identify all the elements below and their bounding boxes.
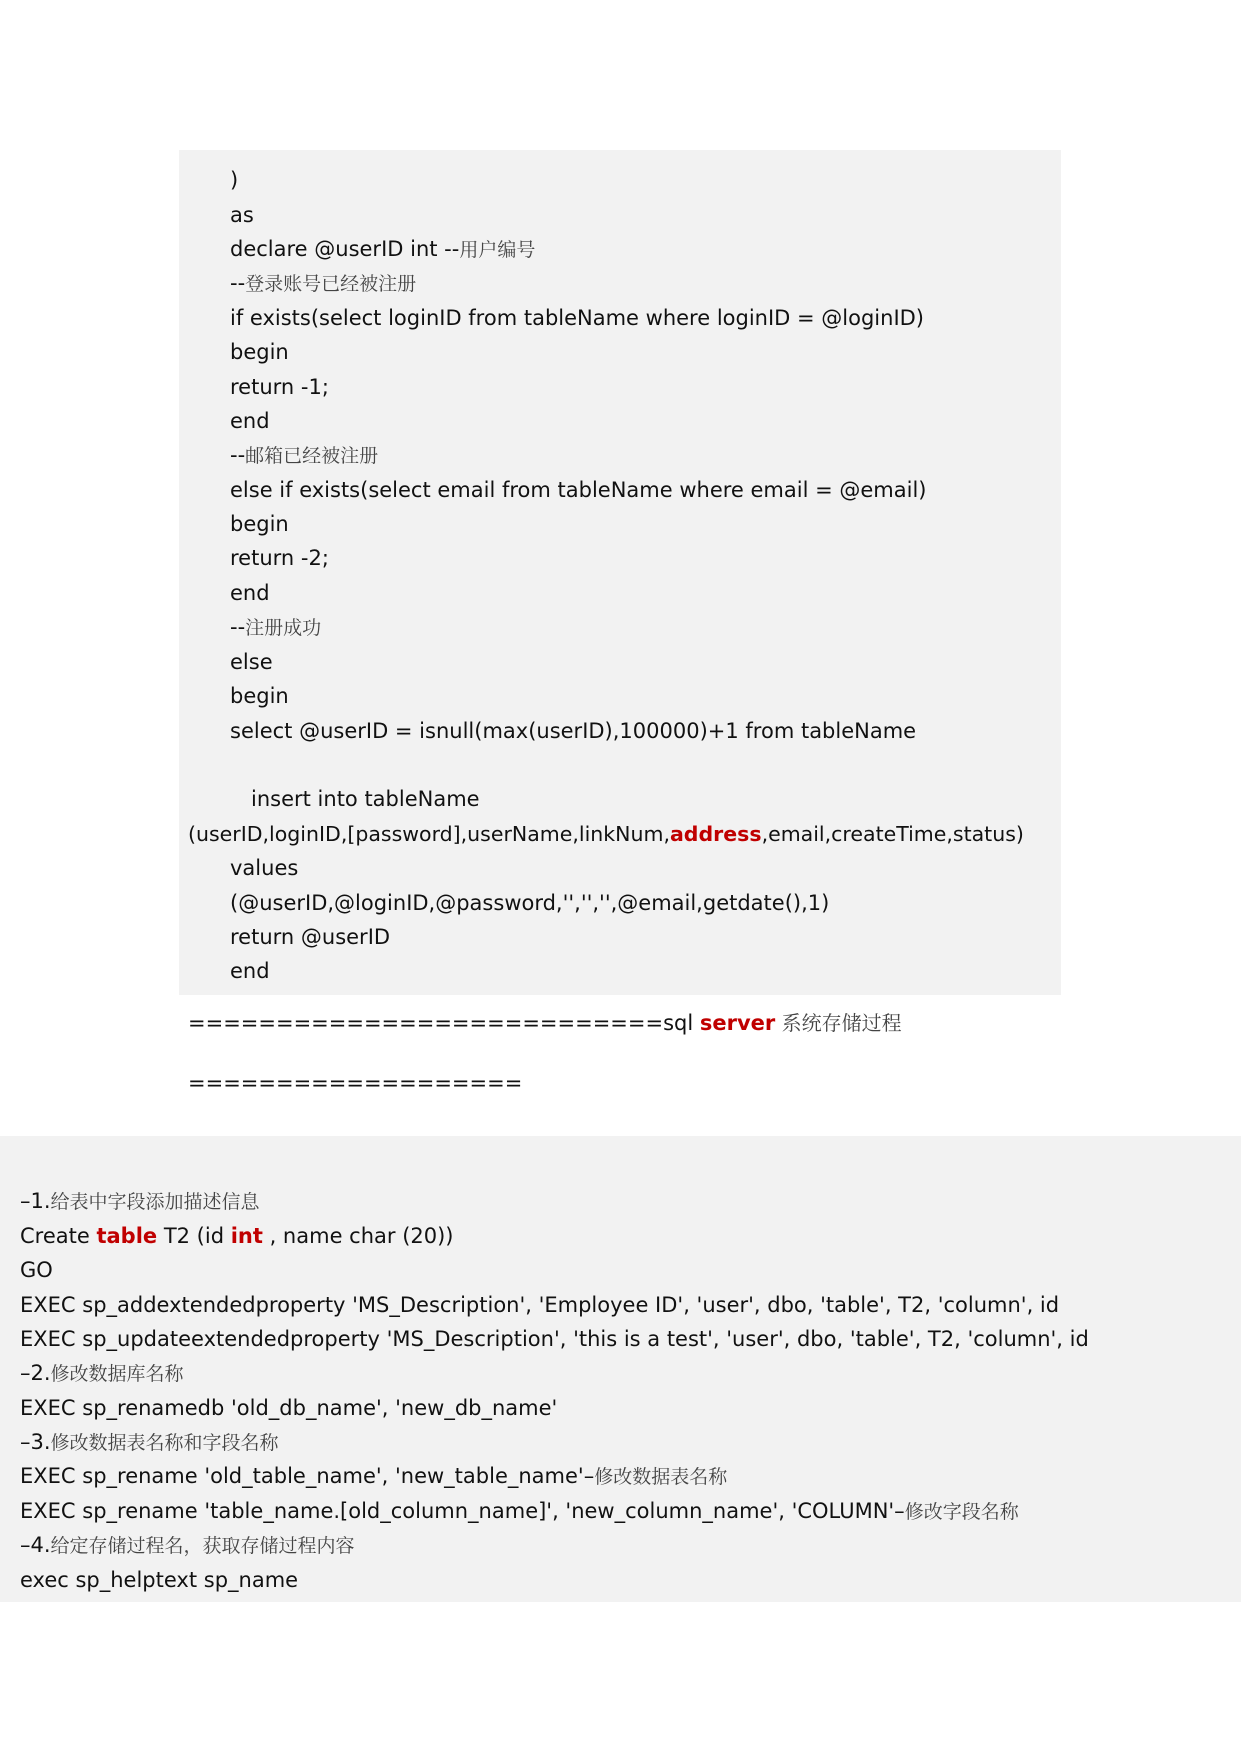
- code-line: [188, 819, 1024, 849]
- code-line: begin: [230, 340, 289, 364]
- code-line: [20, 1461, 727, 1492]
- keyword-highlight: table: [96, 1224, 158, 1248]
- code-text: declare @userID int --: [230, 237, 460, 261]
- code-comment: 注册成功: [245, 617, 322, 639]
- code-line: ): [230, 168, 239, 192]
- comment-line: [20, 1186, 260, 1217]
- code-text: T2 (id: [157, 1224, 231, 1248]
- code-line: [230, 268, 416, 299]
- comment-text: 给定存储过程名，获取存储过程内容: [50, 1535, 355, 1557]
- code-line: [230, 234, 535, 265]
- code-text: --: [230, 615, 246, 639]
- code-text: --: [230, 271, 246, 295]
- code-line: return @userID: [230, 925, 391, 949]
- section-heading: [188, 1008, 902, 1038]
- comment-text: 给表中字段添加描述信息: [50, 1191, 260, 1213]
- code-text: , name char (20)): [262, 1224, 454, 1248]
- code-line: return -2;: [230, 546, 329, 570]
- keyword-highlight: address: [669, 822, 762, 846]
- heading-text: 系统存储过程: [775, 1011, 902, 1035]
- comment-line: [20, 1427, 279, 1458]
- comment-line: [20, 1358, 184, 1389]
- comment-prefix: –3.: [20, 1430, 51, 1454]
- code-text: --: [230, 443, 246, 467]
- code-line: end: [230, 581, 270, 605]
- code-comment: 用户编号: [459, 239, 536, 261]
- code-line: else: [230, 650, 273, 674]
- code-line: insert into tableName: [251, 787, 480, 811]
- code-line: if exists(select loginID from tableName where loginID = @loginID): [230, 306, 925, 330]
- code-line: GO: [20, 1258, 53, 1282]
- code-line: begin: [230, 684, 289, 708]
- code-line: [230, 440, 378, 471]
- separator-line: ===================: [188, 1071, 523, 1095]
- code-line: EXEC sp_renamedb 'old_db_name', 'new_db_name': [20, 1396, 558, 1420]
- code-line: [230, 612, 321, 643]
- comment-text: 修改数据库名称: [50, 1363, 184, 1385]
- code-line: select @userID = isnull(max(userID),100000)+1 from tableName: [230, 719, 917, 743]
- code-comment: 修改字段名称: [904, 1501, 1019, 1523]
- code-line: return -1;: [230, 375, 329, 399]
- code-text: (userID,loginID,[password],userName,linkNum,: [188, 822, 670, 846]
- code-line: exec sp_helptext sp_name: [20, 1568, 299, 1592]
- comment-text: 修改数据表名称和字段名称: [50, 1432, 279, 1454]
- code-line: as: [230, 203, 254, 227]
- code-line: (@userID,@loginID,@password,'','','',@email,getdate(),1): [230, 891, 830, 915]
- comment-line: [20, 1530, 355, 1561]
- keyword-highlight: server: [699, 1011, 776, 1035]
- code-line: end: [230, 959, 270, 983]
- separator-text: ===========================sql: [188, 1011, 700, 1035]
- code-line: begin: [230, 512, 289, 536]
- code-comment: 邮箱已经被注册: [245, 445, 379, 467]
- comment-prefix: –2.: [20, 1361, 51, 1385]
- code-line: values: [230, 856, 299, 880]
- code-text: ,email,createTime,status): [761, 822, 1024, 846]
- code-line: [20, 1221, 454, 1251]
- keyword-highlight: int: [230, 1224, 263, 1248]
- code-line: EXEC sp_updateextendedproperty 'MS_Description', 'this is a test', 'user', dbo, 'table', T2, 'column', id: [20, 1327, 1089, 1351]
- code-comment: 修改数据表名称: [594, 1466, 728, 1488]
- code-line: else if exists(select email from tableName where email = @email): [230, 478, 927, 502]
- code-text: EXEC sp_rename 'old_table_name', 'new_table_name'–: [20, 1464, 595, 1488]
- code-line: EXEC sp_addextendedproperty 'MS_Description', 'Employee ID', 'user', dbo, 'table', T2, 'column', id: [20, 1293, 1060, 1317]
- code-line: [20, 1496, 1019, 1527]
- code-line: end: [230, 409, 270, 433]
- comment-prefix: –4.: [20, 1533, 51, 1557]
- code-text: Create: [20, 1224, 97, 1248]
- code-text: EXEC sp_rename 'table_name.[old_column_name]', 'new_column_name', 'COLUMN'–: [20, 1499, 905, 1523]
- code-comment: 登录账号已经被注册: [245, 273, 417, 295]
- comment-prefix: –1.: [20, 1189, 51, 1213]
